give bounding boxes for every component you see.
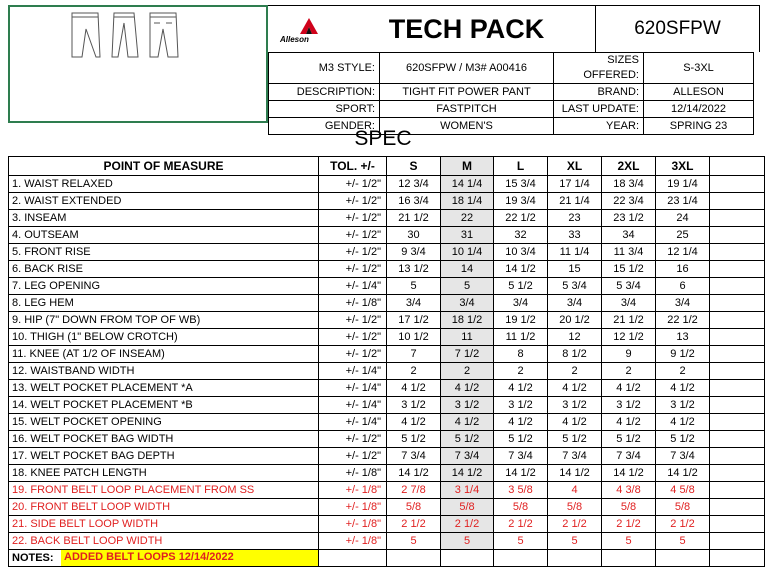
size-value-cell: 5/8 [656,499,710,516]
size-value-cell: 2 1/2 [387,516,441,533]
spacer-cell [710,278,765,295]
tolerance-cell: +/- 1/2" [319,312,387,329]
size-value-cell: 14 1/2 [548,465,602,482]
size-value-cell: 4 1/2 [602,414,656,431]
size-value-cell: 18 1/4 [441,193,494,210]
size-value-cell: 2 [656,363,710,380]
point-of-measure-cell: 4. OUTSEAM [9,227,319,244]
garment-sketch [8,5,268,123]
notes-row [9,550,765,567]
size-value-cell: 11 1/4 [548,244,602,261]
notes-label: NOTES: [12,552,54,564]
size-value-cell: 9 1/2 [656,346,710,363]
spacer-cell [710,482,765,499]
size-value-cell: 7 3/4 [548,448,602,465]
notes-text: ADDED BELT LOOPS 12/14/2022 [61,550,319,566]
tolerance-cell: +/- 1/8" [319,533,387,550]
size-value-cell: 4 3/8 [602,482,656,499]
size-value-cell: 13 1/2 [387,261,441,278]
tolerance-cell: +/- 1/2" [319,193,387,210]
size-value-cell: 9 [602,346,656,363]
size-value-cell: 12 3/4 [387,176,441,193]
spec-row [9,465,765,482]
size-value-cell: 3 1/2 [602,397,656,414]
spacer-cell [710,380,765,397]
spacer-cell [710,295,765,312]
size-value-cell: 14 1/2 [494,261,548,278]
tolerance-cell: +/- 1/4" [319,414,387,431]
size-value-cell: 3 1/2 [548,397,602,414]
size-value-cell: 2 1/2 [656,516,710,533]
info-label: SPORT: [269,101,380,118]
size-value-cell: 22 1/2 [494,210,548,227]
size-value-cell: 14 1/2 [441,465,494,482]
size-value-cell: 14 1/4 [441,176,494,193]
spec-row [9,431,765,448]
info-row [269,101,754,118]
size-value-cell: 2 [441,363,494,380]
spec-row [9,244,765,261]
spec-row [9,176,765,193]
size-value-cell: 20 1/2 [548,312,602,329]
size-value-cell: 4 [548,482,602,499]
point-of-measure-cell: 18. KNEE PATCH LENGTH [9,465,319,482]
size-value-cell: 5 1/2 [548,431,602,448]
size-value-cell: 3 5/8 [494,482,548,499]
size-value-cell: 11 3/4 [602,244,656,261]
size-value-cell: 17 1/4 [548,176,602,193]
size-value-cell: 21 1/4 [548,193,602,210]
size-value-cell: 5/8 [494,499,548,516]
size-value-cell: 2 7/8 [387,482,441,499]
size-value-cell: 5 1/2 [441,431,494,448]
info-row [269,53,754,84]
spec-row [9,516,765,533]
size-value-cell: 3 1/2 [387,397,441,414]
size-value-cell: 5 [387,533,441,550]
spacer-cell [710,448,765,465]
size-value-cell: 3/4 [548,295,602,312]
size-value-cell: 4 1/2 [387,380,441,397]
size-value-cell: 16 3/4 [387,193,441,210]
info-label: LAST UPDATE: [554,101,644,118]
info-label: M3 STYLE: [269,53,380,84]
spacer-cell [710,414,765,431]
spec-row [9,210,765,227]
header-spacer [710,157,765,176]
point-of-measure-cell: 14. WELT POCKET PLACEMENT *B [9,397,319,414]
header-point-of-measure: POINT OF MEASURE [9,157,319,176]
size-value-cell: 21 1/2 [387,210,441,227]
info-value: TIGHT FIT POWER PANT [380,84,554,101]
spec-row [9,533,765,550]
size-value-cell: 12 1/2 [602,329,656,346]
spacer-cell [710,363,765,380]
point-of-measure-cell: 7. LEG OPENING [9,278,319,295]
spec-row [9,312,765,329]
size-value-cell: 21 1/2 [602,312,656,329]
size-value-cell: 10 1/2 [387,329,441,346]
spec-row [9,193,765,210]
spacer-cell [710,329,765,346]
info-label: DESCRIPTION: [269,84,380,101]
header-size-l: L [494,157,548,176]
point-of-measure-cell: 5. FRONT RISE [9,244,319,261]
info-value: ALLESON [644,84,754,101]
size-value-cell: 34 [602,227,656,244]
size-value-cell: 9 3/4 [387,244,441,261]
size-value-cell: 3 1/2 [441,397,494,414]
header-size-3xl: 3XL [656,157,710,176]
tolerance-cell: +/- 1/4" [319,278,387,295]
info-value: 12/14/2022 [644,101,754,118]
size-value-cell: 22 [441,210,494,227]
size-value-cell: 7 3/4 [387,448,441,465]
tolerance-cell: +/- 1/2" [319,329,387,346]
size-value-cell: 16 [656,261,710,278]
point-of-measure-cell: 8. LEG HEM [9,295,319,312]
size-value-cell: 3 1/2 [656,397,710,414]
size-value-cell: 2 1/2 [548,516,602,533]
size-value-cell: 5 1/2 [656,431,710,448]
size-value-cell: 3/4 [602,295,656,312]
point-of-measure-cell: 20. FRONT BELT LOOP WIDTH [9,499,319,516]
spacer-cell [710,193,765,210]
size-value-cell: 31 [441,227,494,244]
size-value-cell: 5 1/2 [494,431,548,448]
tolerance-cell: +/- 1/4" [319,397,387,414]
size-value-cell: 4 1/2 [548,414,602,431]
size-value-cell: 12 [548,329,602,346]
spec-row [9,380,765,397]
tolerance-cell: +/- 1/8" [319,499,387,516]
size-value-cell: 3/4 [656,295,710,312]
point-of-measure-cell: 15. WELT POCKET OPENING [9,414,319,431]
size-value-cell: 23 [548,210,602,227]
size-value-cell: 5 1/2 [602,431,656,448]
point-of-measure-cell: 22. BACK BELT LOOP WIDTH [9,533,319,550]
size-value-cell: 5 [494,533,548,550]
size-value-cell: 23 1/2 [602,210,656,227]
size-value-cell: 14 1/2 [602,465,656,482]
size-value-cell: 10 1/4 [441,244,494,261]
point-of-measure-cell: 3. INSEAM [9,210,319,227]
size-value-cell: 5 [656,533,710,550]
header-size-2xl: 2XL [602,157,656,176]
size-value-cell: 10 3/4 [494,244,548,261]
size-value-cell: 15 1/2 [602,261,656,278]
size-value-cell: 5 [441,533,494,550]
point-of-measure-cell: 12. WAISTBAND WIDTH [9,363,319,380]
size-value-cell: 5 3/4 [602,278,656,295]
size-value-cell: 2 1/2 [441,516,494,533]
size-value-cell: 3/4 [387,295,441,312]
size-value-cell: 8 1/2 [548,346,602,363]
tolerance-cell: +/- 1/2" [319,176,387,193]
tolerance-cell: +/- 1/2" [319,346,387,363]
size-value-cell: 22 3/4 [602,193,656,210]
size-value-cell: 7 3/4 [494,448,548,465]
size-value-cell: 5 1/2 [494,278,548,295]
info-label: SIZES OFFERED: [554,53,644,84]
point-of-measure-cell: 2. WAIST EXTENDED [9,193,319,210]
size-value-cell: 3/4 [494,295,548,312]
size-value-cell: 32 [494,227,548,244]
spec-row [9,346,765,363]
size-value-cell: 4 5/8 [656,482,710,499]
tolerance-cell: +/- 1/2" [319,261,387,278]
header-size-xl: XL [548,157,602,176]
alleson-a-logo-icon [298,16,320,36]
size-value-cell: 25 [656,227,710,244]
spacer-cell [710,176,765,193]
spec-row [9,261,765,278]
spec-header-row [9,157,765,176]
size-value-cell: 18 3/4 [602,176,656,193]
size-value-cell: 4 1/2 [494,414,548,431]
size-value-cell: 14 1/2 [494,465,548,482]
page-title: TECH PACK [338,5,595,52]
logo-text: Alleson [280,35,309,44]
tolerance-cell: +/- 1/2" [319,431,387,448]
point-of-measure-cell: 13. WELT POCKET PLACEMENT *A [9,380,319,397]
size-value-cell: 13 [656,329,710,346]
size-value-cell: 5/8 [387,499,441,516]
size-value-cell: 2 1/2 [602,516,656,533]
spacer-cell [710,499,765,516]
size-value-cell: 33 [548,227,602,244]
spacer-cell [710,261,765,278]
size-value-cell: 4 1/2 [602,380,656,397]
spacer-cell [710,431,765,448]
size-value-cell: 2 [494,363,548,380]
size-value-cell: 4 1/2 [548,380,602,397]
info-row [269,84,754,101]
size-value-cell: 7 [387,346,441,363]
size-value-cell: 3 1/2 [494,397,548,414]
size-value-cell: 5/8 [548,499,602,516]
tolerance-cell: +/- 1/4" [319,363,387,380]
pants-sketch-icon [10,7,266,121]
size-value-cell: 4 1/2 [441,380,494,397]
spec-row [9,499,765,516]
size-value-cell: 15 [548,261,602,278]
tolerance-cell: +/- 1/4" [319,380,387,397]
style-code: 620SFPW [595,5,760,52]
size-value-cell: 14 1/2 [387,465,441,482]
point-of-measure-cell: 17. WELT POCKET BAG DEPTH [9,448,319,465]
info-value: FASTPITCH [380,101,554,118]
size-value-cell: 5 [387,278,441,295]
size-value-cell: 5 [441,278,494,295]
size-value-cell: 5/8 [441,499,494,516]
size-value-cell: 11 [441,329,494,346]
size-value-cell: 5 [602,533,656,550]
point-of-measure-cell: 19. FRONT BELT LOOP PLACEMENT FROM SS [9,482,319,499]
spec-heading: SPEC [354,127,412,150]
spacer-cell [710,210,765,227]
size-value-cell: 2 [387,363,441,380]
spacer-cell [710,244,765,261]
info-value: WOMEN'S [380,118,554,135]
tolerance-cell: +/- 1/8" [319,465,387,482]
size-value-cell: 4 1/2 [441,414,494,431]
size-value-cell: 4 1/2 [656,380,710,397]
info-value: S-3XL [644,53,754,84]
spec-row [9,414,765,431]
size-value-cell: 3 1/4 [441,482,494,499]
info-value: 620SFPW / M3# A00416 [380,53,554,84]
size-value-cell: 19 1/4 [656,176,710,193]
spec-row [9,448,765,465]
tolerance-cell: +/- 1/2" [319,210,387,227]
size-value-cell: 8 [494,346,548,363]
point-of-measure-cell: 16. WELT POCKET BAG WIDTH [9,431,319,448]
size-value-cell: 11 1/2 [494,329,548,346]
size-value-cell: 7 3/4 [602,448,656,465]
notes-cell [9,550,319,567]
spacer-cell [710,346,765,363]
spacer-cell [710,465,765,482]
tolerance-cell: +/- 1/8" [319,295,387,312]
info-label: BRAND: [554,84,644,101]
size-value-cell: 15 3/4 [494,176,548,193]
point-of-measure-cell: 6. BACK RISE [9,261,319,278]
size-value-cell: 19 3/4 [494,193,548,210]
size-value-cell: 5 [548,533,602,550]
spec-table [8,156,765,567]
size-value-cell: 14 [441,261,494,278]
size-value-cell: 7 1/2 [441,346,494,363]
size-value-cell: 3/4 [441,295,494,312]
spec-row [9,227,765,244]
point-of-measure-cell: 21. SIDE BELT LOOP WIDTH [9,516,319,533]
point-of-measure-cell: 10. THIGH (1" BELOW CROTCH) [9,329,319,346]
size-value-cell: 24 [656,210,710,227]
size-value-cell: 5/8 [602,499,656,516]
size-value-cell: 17 1/2 [387,312,441,329]
header-tolerance: TOL. +/- [319,157,387,176]
spec-row [9,397,765,414]
tolerance-cell: +/- 1/2" [319,244,387,261]
size-value-cell: 19 1/2 [494,312,548,329]
spacer-cell [710,397,765,414]
size-value-cell: 4 1/2 [656,414,710,431]
size-value-cell: 18 1/2 [441,312,494,329]
size-value-cell: 5 3/4 [548,278,602,295]
size-value-cell: 30 [387,227,441,244]
brand-logo [268,5,338,52]
tolerance-cell: +/- 1/2" [319,227,387,244]
info-value: SPRING 23 [644,118,754,135]
spec-row [9,295,765,312]
spec-row [9,363,765,380]
size-value-cell: 23 1/4 [656,193,710,210]
size-value-cell: 5 1/2 [387,431,441,448]
tolerance-cell: +/- 1/8" [319,516,387,533]
spacer-cell [710,227,765,244]
spec-row [9,329,765,346]
spec-row [9,482,765,499]
size-value-cell: 6 [656,278,710,295]
size-value-cell: 7 3/4 [441,448,494,465]
point-of-measure-cell: 9. HIP (7" DOWN FROM TOP OF WB) [9,312,319,329]
info-label: GENDER: [269,118,380,135]
size-value-cell: 4 1/2 [494,380,548,397]
tolerance-cell: +/- 1/8" [319,482,387,499]
spacer-cell [710,312,765,329]
point-of-measure-cell: 11. KNEE (AT 1/2 OF INSEAM) [9,346,319,363]
header-size-s: S [387,157,441,176]
spacer-cell [710,533,765,550]
header-size-m: M [441,157,494,176]
point-of-measure-cell: 1. WAIST RELAXED [9,176,319,193]
info-table [268,52,754,135]
size-value-cell: 14 1/2 [656,465,710,482]
size-value-cell: 2 1/2 [494,516,548,533]
info-label: YEAR: [554,118,644,135]
size-value-cell: 12 1/4 [656,244,710,261]
size-value-cell: 2 [548,363,602,380]
spacer-cell [710,516,765,533]
tolerance-cell: +/- 1/2" [319,448,387,465]
size-value-cell: 7 3/4 [656,448,710,465]
size-value-cell: 4 1/2 [387,414,441,431]
size-value-cell: 22 1/2 [656,312,710,329]
size-value-cell: 2 [602,363,656,380]
spec-row [9,278,765,295]
